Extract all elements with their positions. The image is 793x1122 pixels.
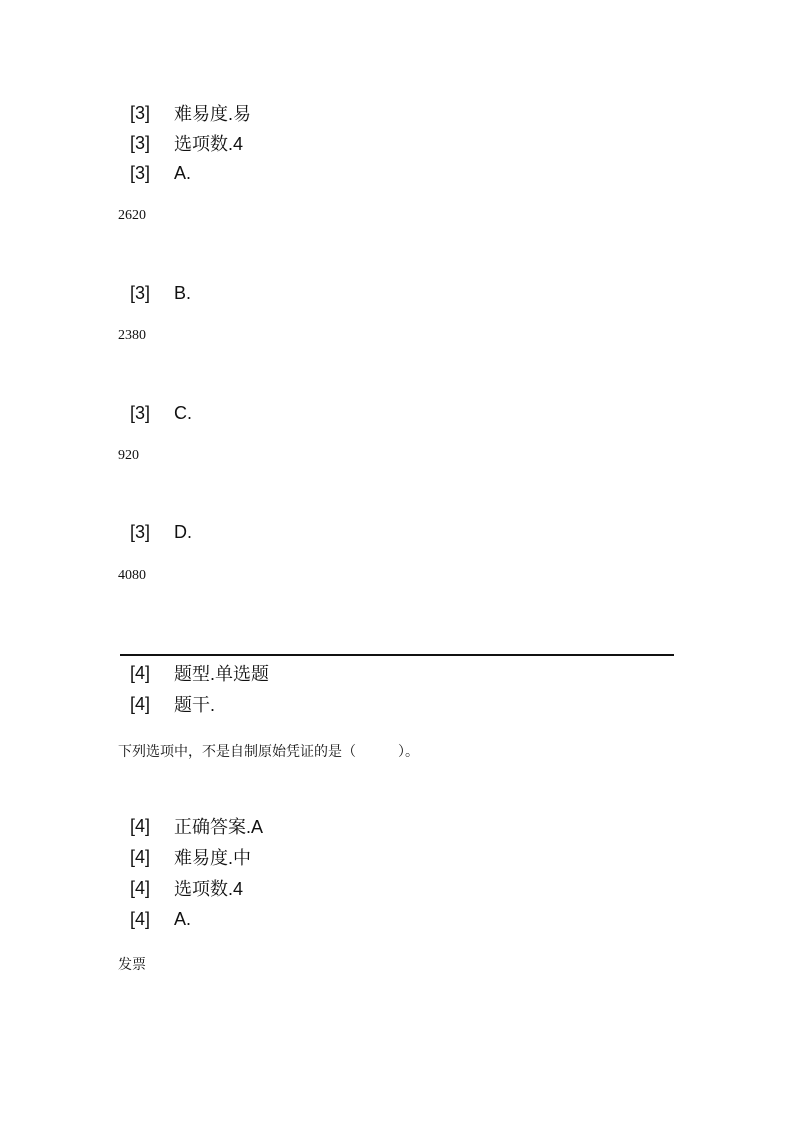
q4-type-tag: [4] (130, 662, 151, 683)
q4-option-a-label: A. (174, 908, 192, 929)
question-separator (120, 654, 674, 656)
q3-option-d-row (130, 519, 192, 545)
q3-option-b-label: B. (174, 282, 192, 303)
q4-option-a-text: 发票 (118, 958, 146, 973)
q3-option-a-row (130, 160, 191, 186)
q4-option-a-tag: [4] (130, 908, 151, 929)
q4-type-row (130, 660, 269, 686)
q3-difficulty-label: 难易度.易 (174, 104, 252, 124)
q4-type-label: 题型.单选题 (174, 664, 270, 684)
q3-option-b-row (130, 280, 191, 306)
q3-difficulty-tag: [3] (130, 102, 151, 123)
q3-option-count-label: 选项数.4 (174, 134, 244, 154)
q4-stem-label: 题干. (174, 695, 216, 715)
q4-answer-tag: [4] (130, 815, 151, 836)
q4-stem-text: 下列选项中，不是自制原始凭证的是（ ）。 (118, 745, 419, 760)
q3-option-c-label: C. (174, 402, 192, 423)
q3-option-a-tag: [3] (130, 162, 151, 183)
q3-option-a-text: 2620 (118, 208, 146, 223)
q3-option-count-row (130, 130, 243, 156)
q4-option-count-label: 选项数.4 (174, 879, 244, 899)
q3-option-d-label: D. (174, 521, 192, 542)
q4-difficulty-label: 难易度.中 (174, 848, 252, 868)
q4-answer-label: 正确答案.A (174, 817, 264, 837)
q4-option-count-row (130, 875, 243, 901)
q3-option-c-tag: [3] (130, 402, 151, 423)
q3-difficulty-row (130, 100, 251, 126)
q4-option-a-row (130, 906, 191, 932)
q4-stem-tag: [4] (130, 693, 151, 714)
q4-stem-row (130, 691, 215, 717)
q3-option-a-label: A. (174, 162, 192, 183)
q4-answer-row (130, 813, 263, 839)
q4-option-count-tag: [4] (130, 877, 151, 898)
q3-option-b-text: 2380 (118, 328, 146, 343)
q3-option-d-tag: [3] (130, 521, 151, 542)
q3-option-c-row (130, 400, 192, 426)
q4-difficulty-row (130, 844, 251, 870)
q4-difficulty-tag: [4] (130, 846, 151, 867)
q3-option-d-text: 4080 (118, 568, 146, 583)
q3-option-b-tag: [3] (130, 282, 151, 303)
q3-option-c-text: 920 (118, 448, 139, 463)
q3-option-count-tag: [3] (130, 132, 151, 153)
